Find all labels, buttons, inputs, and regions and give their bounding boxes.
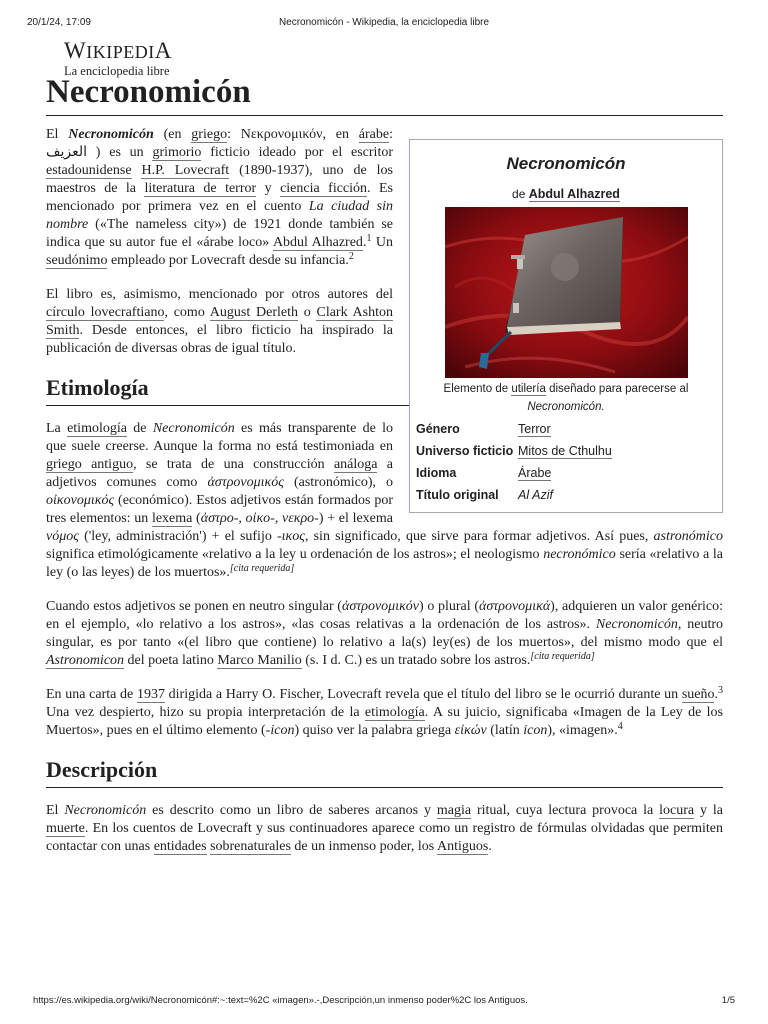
infobox-author-link[interactable]: Abdul Alhazred [528,187,620,201]
utileria-link[interactable]: utilería [511,383,546,395]
reference-3[interactable]: 3 [717,685,723,696]
link-lovecraft[interactable]: H.P. Lovecraft [141,163,230,178]
reference-1[interactable]: 1 [366,233,372,244]
etimologia-paragraph: Cuando estos adjetivos se ponen en neutro singular (ἀστρονομικόν) o plural (ἀστρονομικά), adquieren un valor genérico: en el ejemplo, «lo relativo a los astros», «las cosas relativas a la ordenación de los astros». Necronomicón, neutro singular, es por tanto «(el libro que contiene) lo relativo a la(s) ley(es) de los muertos», del mismo modo que el Astronomicon del poeta latino Marco Manilio (s. I d. C.) es un tratado sobre los astros.[cita requerida] [46,599,723,668]
link-griego[interactable]: griego [191,127,228,142]
wikipedia-wordmark: WIKIPEDIA [64,38,172,63]
link-august-derleth[interactable]: August Derleth [209,305,298,320]
link-grimorio[interactable]: grimorio [152,145,202,160]
descripcion-paragraph: El Necronomicón es descrito como un libro de saberes arcanos y magia ritual, cuya lectura provoca la locura y la muerte. En los cuentos de Lovecraft y sus continuadores aparece como un registro de fórmulas olvidadas que permiten contactar con unas entidades sobrenaturales de un inmenso poder, los Antiguos. [46,803,724,854]
link-etimologia[interactable]: etimología [67,421,127,436]
wikipedia-tagline: La enciclopedia libre [64,64,170,78]
link-astronomicon[interactable]: Astronomicon [46,653,125,668]
link-antiguos[interactable]: Antiguos [436,839,489,854]
print-datetime: 20/1/24, 17:09 [27,17,91,28]
link-locura[interactable]: locura [659,803,695,818]
infobox-value-link[interactable]: Mitos de Cthulhu [518,444,612,458]
link-circulo-lovecraftiano[interactable]: círculo lovecraftiano [46,305,165,320]
infobox [409,139,723,513]
etimologia-paragraph: En una carta de 1937 dirigida a Harry O. Fischer, Lovecraft revela que el título del libro se le ocurrió durante un sueño.$^3$ Una vez despierto, hizo su propia interpretación de la etimología. A su juicio, significaba «Imagen de la Ley de los Muertos», pues en el último elemento (-icon) quiso ver la palabra griega εἰκών (latín icon), «imagen».$^4$ [46,685,723,738]
intro-paragraph: El Necronomicón (en griego: Νεκρονομικόν, en árabe: العزيف ) es un grimorio ficticio ideado por el escritor estadounidense H.P. Lovecraft (1890-1937), uno de los maestros de la literatura de terror y ciencia ficción. Es mencionado por primera vez en el cuento La ciudad sin nombre («The nameless city») de 1921 donde también se indica que su autor fue el «árabe loco» Abdul Alhazred.$^1$ Un seudónimo empleado por Lovecraft desde su infancia.$^2$ [46,127,394,268]
section-heading-etimologia: Etimología [46,374,723,406]
link-seudonimo[interactable]: seudónimo [46,253,108,268]
cita-requerida-link[interactable]: [cita requerida] [229,563,295,574]
section-heading-descripcion: Descripción [46,756,723,788]
infobox-label: Título original [416,488,499,502]
infobox-row [416,418,716,440]
article-content [46,126,723,872]
print-page-number: 1/5 [721,995,735,1006]
link-clark-ashton-smith[interactable]: Clark Ashton Smith [46,305,394,338]
link-lexema[interactable]: lexema [151,511,193,526]
infobox-caption: Elemento de utilería diseñado para parecerse al Necronomicón. [443,383,689,413]
print-page-title: Necronomicón - Wikipedia, la enciclopedia libre [278,17,490,28]
link-abdul-alhazred[interactable]: Abdul Alhazred [272,235,363,250]
infobox-row [416,440,716,462]
infobox-row [416,484,716,506]
link-literatura-de-terror[interactable]: literatura de terror [144,181,257,196]
infobox-author: de Abdul Alhazred [512,187,620,201]
link-muerte[interactable]: muerte [46,821,85,836]
link-arabe[interactable]: árabe [358,127,390,142]
infobox-table [416,418,716,506]
infobox-label: Idioma [416,466,457,480]
infobox-value: Al Azif [518,488,553,502]
title-divider [46,115,723,116]
link-magia[interactable]: magia [436,803,472,818]
infobox-value-link[interactable]: Terror [518,422,551,436]
link-estadounidense[interactable]: estadounidense [46,163,132,178]
page-title: Necronomicón [46,74,251,110]
infobox-row [416,462,716,484]
print-url: https://es.wikipedia.org/wiki/Necronomicón#:~:text=%2C «imagen».-,Descripción,un inmenso poder%2C los Antiguos. [33,995,528,1006]
infobox-title: Necronomicón [506,154,626,173]
necronomicon-prop-image[interactable] [445,207,688,378]
link-ciencia-ficcion[interactable]: ciencia ficción [280,181,368,196]
infobox-label: Universo ficticio [416,444,514,458]
link-griego-antiguo[interactable]: griego antiguo [46,457,134,472]
etimologia-paragraph: La etimología de Necronomicón es más transparente de lo que suele creerse. Aunque la forma no está testimoniada en griego antiguo, se trata de una construcción análoga a adjetivos comunes como ἀστρονομικός (astronómico), o οἰκονομικός (económico). Estos adjetivos están formados por tres elementos: un lexema (ἀστρο-, οἰκο-, νεκρο-) + el lexema νόμος ('ley, administración') + el sufijo -ικος, sin significado, que sirve para formar adjetivos. Así pues, astronómico significa etimológicamente «relativo a la ley u ordenación de los astros»; el neologismo necronómico sería «relativo a la ley (o las leyes) de los muertos».[cita requerida] [46,421,723,580]
link-sobrenaturales[interactable]: sobrenaturales [210,839,291,854]
reference-2[interactable]: 2 [348,251,354,262]
link-etimologia-2[interactable]: etimología [364,705,425,720]
link-sueno[interactable]: sueño [681,687,715,702]
infobox-label: Género [416,422,460,436]
cita-requerida-link[interactable]: [cita requerida] [530,651,595,662]
infobox-value-link[interactable]: Árabe [518,466,552,480]
link-1937[interactable]: 1937 [136,687,165,702]
intro-paragraph: El libro es, asimismo, mencionado por otros autores del círculo lovecraftiano, como August Derleth o Clark Ashton Smith. Desde entonces, el libro ficticio ha inspirado la publicación de diversas obras de igual título. [46,287,394,356]
link-entidades[interactable]: entidades [153,839,207,854]
link-analoga[interactable]: análoga [333,457,378,472]
reference-4[interactable]: 4 [617,721,623,732]
print-footer [0,995,768,1009]
print-header [0,17,768,31]
link-marco-manilio[interactable]: Marco Manilio [217,653,302,668]
